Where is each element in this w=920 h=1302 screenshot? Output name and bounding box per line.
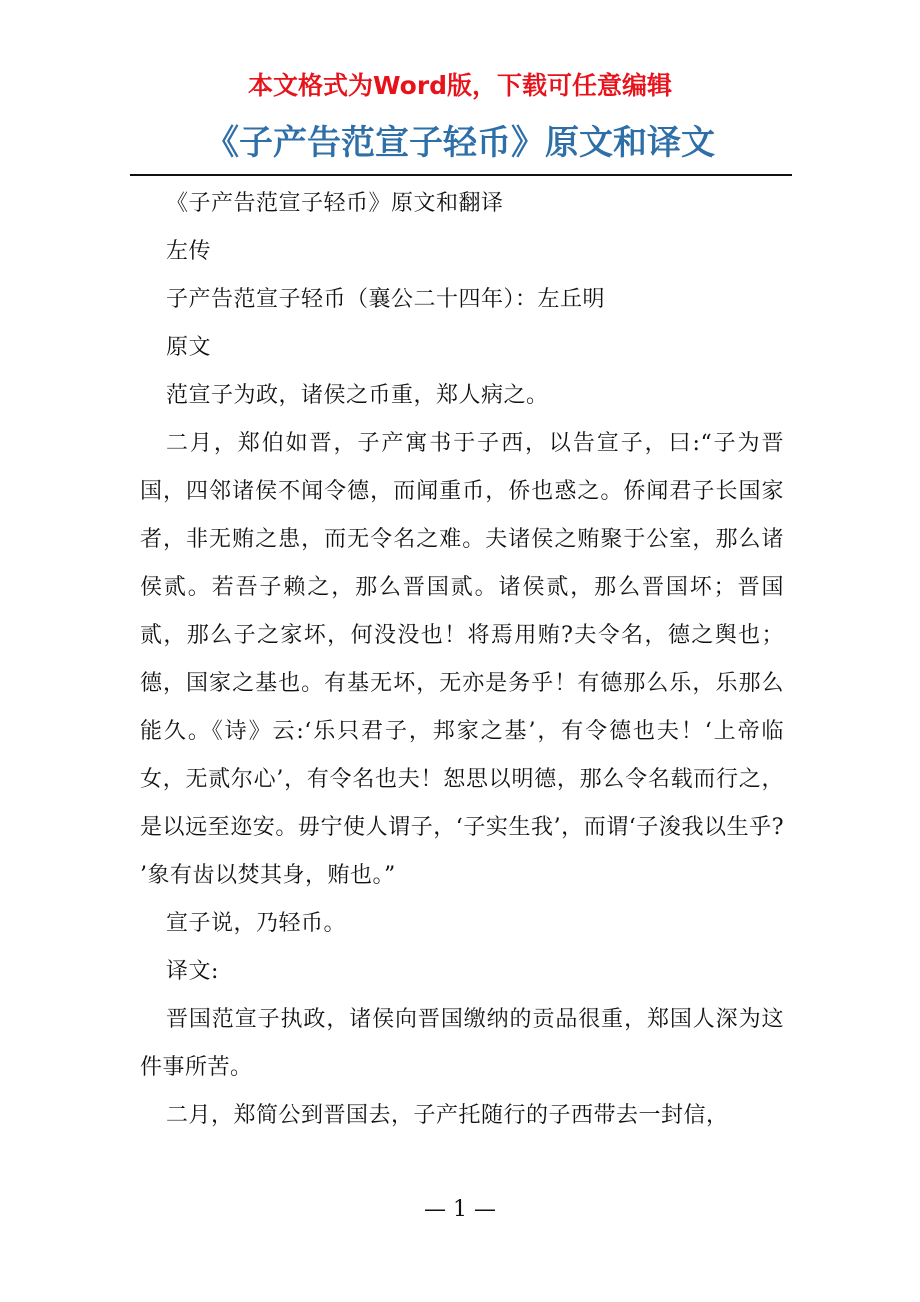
paragraph-source: 左传 (166, 239, 212, 264)
paragraph: 晋国范宣子执政，诸侯向晋国缴纳的贡品很重，郑国人深为这件事所苦。 (140, 1007, 784, 1080)
download-notice: 本文格式为Word版，下载可任意编辑 (247, 71, 673, 100)
paragraph-heading: 子产告范宣子轻币（襄公二十四年）：左丘明 (166, 287, 606, 312)
paragraph: 二月，郑简公到晋国去，子产托随行的子西带去一封信， (166, 1103, 729, 1128)
section-label-translation: 译文: (166, 959, 219, 984)
paragraph: 宣子说，乃轻币。 (166, 911, 347, 936)
title-divider (130, 174, 792, 176)
paragraph: 范宣子为政，诸侯之币重，郑人病之。 (166, 383, 549, 408)
paragraph-subtitle: 《子产告范宣子轻币》原文和翻译 (166, 191, 504, 216)
section-label-original: 原文 (166, 335, 212, 360)
paragraph: 二月，郑伯如晋，子产寓书于子西，以告宣子，曰:“子为晋国，四邻诸侯不闻令德，而闻重币，侨也惑之。侨闻君子长国家者，非无贿之患，而无令名之难。夫诸侯之贿聚于公室，那么诸侯贰。若吾子赖之，那么晋国贰。诸侯贰，那么晋国坏；晋国贰，那么子之家坏，何没没也！将焉用贿?夫令名，德之舆也；德，国家之基也。有基无坏，无亦是务乎！有德那么乐，乐那么能久。《诗》云:‘乐只君子，邦家之基’，有令德也夫！‘上帝临女，无贰尔心’，有令名也夫！恕思以明德，那么令名载而行之，是以远至迩安。毋宁使人谓子，‘子实生我’，而谓‘子浚我以生乎? ’象有齿以焚其身，贿也。” (140, 431, 784, 888)
document-body (140, 180, 784, 1140)
document-title: 《子产告范宣子轻币》原文和译文 (205, 123, 715, 163)
page-number: — 1 — (424, 1197, 496, 1222)
